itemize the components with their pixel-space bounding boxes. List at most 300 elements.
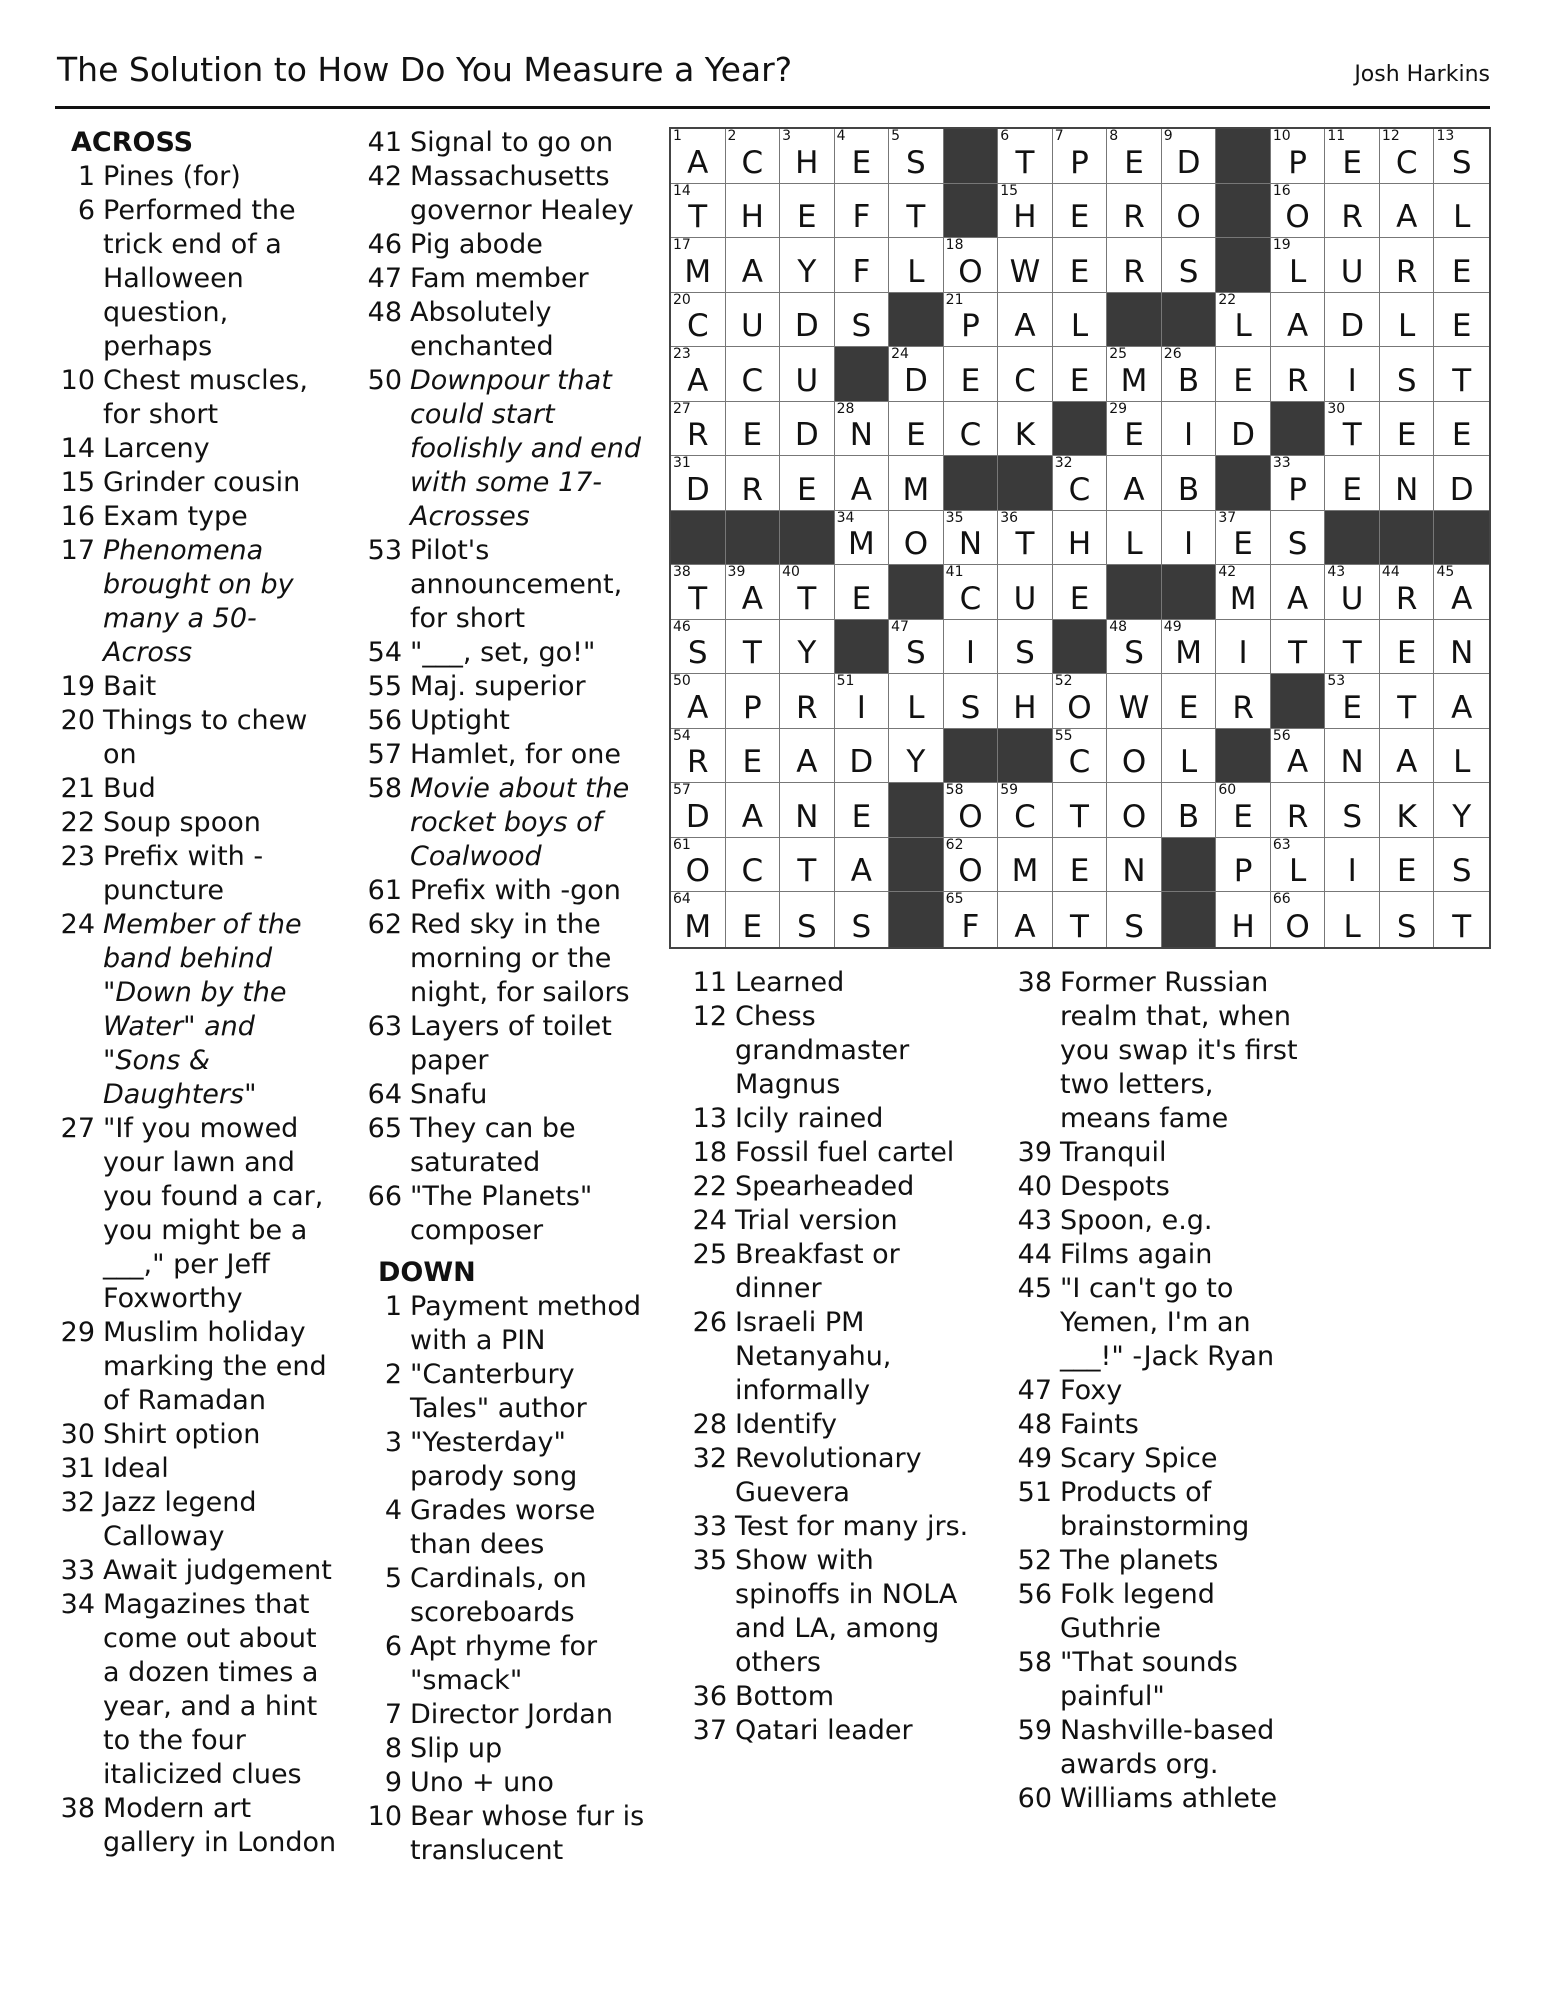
clue-text: Revolutionary Guevera (735, 1443, 922, 1508)
across-clue (362, 364, 647, 534)
cell-letter: E (960, 362, 981, 399)
cell-letter: S (1342, 798, 1362, 835)
clue-number: 5 (384, 1563, 402, 1594)
grid-cell (1053, 783, 1108, 838)
clue-number: 37 (692, 1715, 727, 1746)
cell-letter: C (686, 308, 709, 345)
cell-letter: E (1396, 635, 1417, 672)
black-square (1380, 511, 1435, 566)
grid-cell (671, 674, 726, 729)
clue-text: Test for many jrs. (735, 1511, 969, 1542)
clue-text: Films again (1060, 1239, 1213, 1270)
grid-cell (1434, 184, 1489, 239)
clue-number: 33 (692, 1511, 727, 1542)
grid-cell (726, 129, 781, 184)
down-clue (687, 1102, 987, 1136)
clue-text: Despots (1060, 1171, 1170, 1202)
cell-letter: M (1011, 853, 1039, 890)
cell-number: 10 (1272, 128, 1291, 144)
clue-text: Trial version (735, 1205, 898, 1236)
clue-text: Absolutely enchanted (410, 297, 554, 362)
cell-letter: O (1121, 744, 1147, 781)
cell-number: 21 (945, 291, 964, 308)
down-clue (362, 1494, 647, 1562)
clue-text: Slip up (410, 1733, 503, 1764)
cell-letter: S (1287, 526, 1308, 563)
cell-letter: N (1395, 471, 1419, 508)
clue-text: Await judgement (103, 1555, 332, 1586)
cell-letter: O (1067, 689, 1092, 726)
cell-letter: E (742, 744, 763, 781)
grid-cell (1162, 347, 1217, 402)
grid-cell (1380, 347, 1435, 402)
grid-cell (671, 729, 726, 784)
cell-number: 8 (1109, 128, 1119, 144)
cell-number: 40 (782, 564, 800, 581)
cell-letter: R (796, 689, 818, 726)
down-clue (687, 1000, 987, 1102)
clue-number: 63 (367, 1011, 402, 1042)
clue-number: 59 (1017, 1715, 1052, 1746)
cell-letter: E (1069, 580, 1090, 617)
cell-letter: N (849, 417, 873, 454)
grid-cell (1107, 783, 1162, 838)
grid-cell (1325, 184, 1380, 239)
clue-number: 19 (60, 671, 95, 702)
cell-letter: U (1340, 580, 1364, 617)
clue-number: 48 (1017, 1409, 1052, 1440)
cell-letter: P (1288, 471, 1307, 508)
cell-letter: R (1286, 798, 1309, 835)
cell-letter: L (1343, 908, 1361, 945)
grid-cell (1380, 565, 1435, 620)
grid-cell (1053, 293, 1108, 348)
cell-letter: T (1452, 362, 1472, 399)
cell-letter: A (1287, 308, 1309, 345)
clue-number: 14 (60, 433, 95, 464)
cell-number: 50 (673, 673, 691, 690)
down-clue (362, 1426, 647, 1494)
clue-text: Downpour that could start foolishly and end with some 17-Acrosses (410, 365, 642, 532)
cell-letter: L (1179, 744, 1198, 781)
clue-number: 31 (60, 1453, 95, 1484)
down-clue (687, 1170, 987, 1204)
cell-number: 37 (1218, 509, 1237, 526)
clue-text: Bear whose fur is translucent (410, 1801, 645, 1866)
clue-number: 20 (60, 705, 95, 736)
cell-letter: P (1070, 144, 1089, 181)
black-square (998, 456, 1053, 511)
grid-cell (1434, 783, 1489, 838)
grid-cell (1380, 783, 1435, 838)
grid-cell (998, 347, 1053, 402)
cell-letter: N (795, 798, 819, 835)
grid-cell (1271, 838, 1326, 893)
grid-cell (1162, 238, 1217, 293)
grid-cell (835, 892, 890, 947)
cell-letter: T (1342, 635, 1362, 672)
across-clue (55, 1418, 340, 1452)
cell-letter: C (959, 417, 982, 454)
cell-letter: O (685, 853, 710, 890)
cell-letter: N (1450, 635, 1474, 672)
cell-number: 60 (1218, 782, 1237, 799)
clue-text: Bud (103, 773, 156, 804)
clue-text: Chest muscles, for short (103, 365, 308, 430)
cell-number: 1 (673, 128, 682, 144)
black-square (1434, 511, 1489, 566)
clue-text: Signal to go on (410, 127, 614, 158)
clue-text: Bait (103, 671, 157, 702)
cell-letter: L (1070, 308, 1089, 345)
grid-cell (1053, 511, 1108, 566)
grid-cell (1107, 184, 1162, 239)
clue-text: Grades worse than dees (410, 1495, 596, 1560)
down-clue (1012, 1442, 1312, 1476)
down-clue (687, 966, 987, 1000)
grid-cell (726, 892, 781, 947)
cell-letter: N (958, 526, 983, 563)
grid-cell (1162, 402, 1217, 457)
down-clue (362, 1358, 647, 1426)
grid-cell (1107, 892, 1162, 947)
clue-text: Jazz legend Calloway (103, 1487, 257, 1552)
down-clue (687, 1442, 987, 1510)
cell-letter: E (797, 471, 817, 508)
clue-number: 29 (60, 1317, 95, 1348)
clue-text: Pilot's announcement, for short (410, 535, 623, 634)
clue-text: Larceny (103, 433, 210, 464)
black-square (1107, 565, 1162, 620)
cell-letter: H (740, 199, 764, 236)
cell-letter: A (741, 580, 763, 617)
cell-letter: S (1396, 908, 1417, 945)
cell-number: 64 (673, 891, 691, 908)
cell-number: 7 (1054, 128, 1064, 144)
grid-cell (671, 129, 726, 184)
black-square (1107, 293, 1162, 348)
grid-cell (889, 184, 944, 239)
cell-letter: S (906, 144, 926, 181)
cell-letter: R (1341, 199, 1363, 236)
clue-number: 55 (367, 671, 402, 702)
grid-cell (780, 892, 835, 947)
clue-number: 64 (367, 1079, 402, 1110)
grid-cell (780, 347, 835, 402)
black-square (780, 511, 835, 566)
black-square (1325, 511, 1380, 566)
grid-cell (1162, 729, 1217, 784)
cell-letter: S (1124, 635, 1144, 672)
cell-number: 39 (727, 564, 746, 581)
grid-cell (998, 402, 1053, 457)
clue-column-1 (55, 126, 340, 1860)
cell-number: 23 (673, 346, 691, 363)
clue-text: Modern art gallery in London (103, 1793, 337, 1858)
cell-letter: B (1177, 471, 1200, 508)
grid-cell (1380, 674, 1435, 729)
cell-letter: E (851, 798, 872, 835)
grid-cell (671, 892, 726, 947)
across-clue (55, 772, 340, 806)
cell-letter: Y (797, 253, 817, 290)
grid-cell (998, 892, 1053, 947)
grid-cell (1162, 674, 1217, 729)
cell-letter: M (684, 908, 712, 945)
cell-number: 42 (1218, 564, 1237, 581)
black-square (1271, 674, 1326, 729)
clue-number: 18 (692, 1137, 727, 1168)
cell-letter: M (1229, 580, 1257, 617)
cell-letter: E (1069, 253, 1090, 290)
grid-cell (1053, 184, 1108, 239)
grid-cell (1380, 456, 1435, 511)
down-clue (1012, 1714, 1312, 1782)
cell-letter: Y (1452, 798, 1472, 835)
clue-number: 13 (692, 1103, 727, 1134)
cell-letter: T (1397, 689, 1417, 726)
clue-number: 12 (692, 1001, 727, 1032)
cell-number: 62 (945, 836, 964, 853)
cell-number: 47 (891, 618, 909, 635)
down-clue (362, 1630, 647, 1698)
cell-letter: U (1013, 580, 1037, 617)
cell-letter: M (847, 526, 875, 563)
across-clue (55, 670, 340, 704)
down-clue (687, 1544, 987, 1680)
grid-cell (780, 184, 835, 239)
black-square (835, 620, 890, 675)
cell-number: 3 (782, 128, 791, 144)
cell-letter: A (1451, 689, 1473, 726)
clue-text: Hamlet, for one (410, 739, 621, 770)
black-square (726, 511, 781, 566)
grid-cell (1325, 892, 1380, 947)
grid-cell (671, 783, 726, 838)
grid-cell (835, 783, 890, 838)
clue-number: 47 (367, 263, 402, 294)
across-clue (362, 1112, 647, 1180)
grid-cell (1380, 892, 1435, 947)
grid-cell (1325, 674, 1380, 729)
grid-cell (944, 783, 999, 838)
cell-letter: O (958, 798, 983, 835)
clue-text: Spoon, e.g. (1060, 1205, 1213, 1236)
grid-cell (726, 565, 781, 620)
clue-number: 56 (367, 705, 402, 736)
clue-number: 38 (1017, 967, 1052, 998)
clue-text: Things to chew on (103, 705, 308, 770)
cell-letter: T (1070, 798, 1089, 835)
across-clue (55, 1792, 340, 1860)
clue-text: Prefix with -puncture (103, 841, 264, 906)
cell-letter: A (1287, 744, 1309, 781)
grid-cell (998, 838, 1053, 893)
grid-cell (1216, 838, 1271, 893)
cell-letter: D (1176, 144, 1201, 181)
clue-number: 7 (384, 1699, 402, 1730)
black-square (944, 729, 999, 784)
cell-letter: H (1067, 526, 1092, 563)
cell-number: 46 (673, 618, 691, 635)
cell-letter: D (794, 417, 819, 454)
grid-cell (1216, 565, 1271, 620)
grid-cell (1107, 674, 1162, 729)
grid-cell (726, 620, 781, 675)
across-clue (362, 738, 647, 772)
grid-cell (726, 402, 781, 457)
clue-number: 49 (1017, 1443, 1052, 1474)
cell-letter: T (797, 580, 817, 617)
grid-cell (889, 238, 944, 293)
grid-cell (1325, 347, 1380, 402)
grid-cell (671, 293, 726, 348)
black-square (1216, 238, 1271, 293)
cell-letter: K (1396, 798, 1417, 835)
across-clue (55, 1588, 340, 1792)
grid-cell (889, 511, 944, 566)
cell-letter: S (851, 908, 872, 945)
clue-number: 43 (1017, 1205, 1052, 1236)
cell-number: 44 (1381, 564, 1400, 581)
clue-text: "Canterbury Tales" author (410, 1359, 587, 1424)
cell-number: 56 (1272, 727, 1291, 744)
cell-letter: S (851, 308, 872, 345)
grid-cell (1162, 783, 1217, 838)
grid-cell (1271, 293, 1326, 348)
cell-letter: T (742, 635, 762, 672)
grid-cell (1380, 838, 1435, 893)
cell-letter: H (1013, 689, 1037, 726)
grid-cell (944, 238, 999, 293)
cell-number: 25 (1109, 346, 1128, 363)
clue-text: Grinder cousin (103, 467, 301, 498)
cell-letter: I (1238, 635, 1248, 672)
grid-cell (1107, 402, 1162, 457)
cell-letter: O (958, 853, 983, 890)
cell-letter: T (906, 199, 926, 236)
cell-letter: B (1177, 362, 1200, 399)
clue-number: 51 (1017, 1477, 1052, 1508)
grid-cell (1053, 729, 1108, 784)
black-square (944, 184, 999, 239)
cell-letter: O (1285, 199, 1310, 236)
clue-text: Identify (735, 1409, 837, 1440)
clue-text: Qatari leader (735, 1715, 913, 1746)
across-clue (362, 636, 647, 670)
cell-letter: C (1014, 362, 1036, 399)
black-square (1053, 402, 1108, 457)
grid-cell (998, 511, 1053, 566)
clue-number: 28 (692, 1409, 727, 1440)
cell-letter: Y (906, 744, 926, 781)
grid-cell (1325, 783, 1380, 838)
grid-cell (944, 674, 999, 729)
grid-cell (1434, 838, 1489, 893)
cell-letter: P (961, 308, 980, 345)
black-square (889, 783, 944, 838)
grid-cell (1380, 729, 1435, 784)
grid-cell (1271, 184, 1326, 239)
cell-number: 41 (945, 564, 964, 581)
grid-cell (1434, 347, 1489, 402)
cell-letter: D (1340, 308, 1365, 345)
grid-cell (726, 838, 781, 893)
cell-letter: R (1123, 199, 1145, 236)
cell-letter: A (1396, 744, 1418, 781)
cell-letter: R (686, 417, 709, 454)
grid-cell (998, 238, 1053, 293)
cell-letter: E (1233, 362, 1253, 399)
grid-cell (1107, 129, 1162, 184)
cell-number: 14 (673, 182, 691, 199)
clue-text: Williams athlete (1060, 1783, 1278, 1814)
cell-letter: E (1069, 853, 1090, 890)
clue-text: Shirt option (103, 1419, 261, 1450)
clue-number: 38 (60, 1793, 95, 1824)
cell-letter: E (742, 908, 763, 945)
clue-number: 35 (692, 1545, 727, 1576)
clue-text: Massachusetts governor Healey (410, 161, 634, 226)
across-clue (362, 1180, 647, 1248)
grid-cell (835, 184, 890, 239)
cell-number: 27 (673, 400, 691, 417)
clue-number: 57 (367, 739, 402, 770)
clue-number: 10 (367, 1801, 402, 1832)
grid-cell (1216, 293, 1271, 348)
cell-letter: S (1124, 908, 1144, 945)
cell-letter: D (903, 362, 928, 399)
clue-text: Fossil fuel cartel (735, 1137, 955, 1168)
down-clue (687, 1680, 987, 1714)
grid-cell (889, 674, 944, 729)
cell-letter: E (1178, 689, 1199, 726)
cell-letter: M (902, 471, 930, 508)
clue-text: Spearheaded (735, 1171, 915, 1202)
grid-cell (835, 238, 890, 293)
clue-text: "The Planets" composer (410, 1181, 593, 1246)
cell-letter: M (684, 253, 712, 290)
across-clue (55, 1554, 340, 1588)
down-clue (1012, 1170, 1312, 1204)
cell-letter: T (1070, 908, 1089, 945)
grid-cell (780, 402, 835, 457)
cell-letter: R (1395, 580, 1418, 617)
black-square (835, 347, 890, 402)
down-clue (362, 1800, 647, 1868)
across-clue (362, 772, 647, 874)
cell-letter: L (1453, 744, 1471, 781)
grid-cell (944, 402, 999, 457)
cell-letter: A (850, 853, 872, 890)
grid-cell (780, 456, 835, 511)
cell-letter: L (1125, 526, 1143, 563)
grid-cell (889, 456, 944, 511)
clue-text: Former Russian realm that, when you swap it's first two letters, means fame (1060, 967, 1298, 1134)
across-clue (362, 874, 647, 908)
grid-cell (1271, 456, 1326, 511)
cell-number: 38 (673, 564, 691, 581)
black-square (889, 892, 944, 947)
grid-cell (1380, 293, 1435, 348)
clue-number: 17 (60, 535, 95, 566)
grid-cell (835, 674, 890, 729)
cell-number: 52 (1054, 673, 1073, 690)
black-square (1162, 565, 1217, 620)
clue-text: Products of brainstorming (1060, 1477, 1250, 1542)
down-clue (1012, 1646, 1312, 1714)
clue-number: 23 (60, 841, 95, 872)
